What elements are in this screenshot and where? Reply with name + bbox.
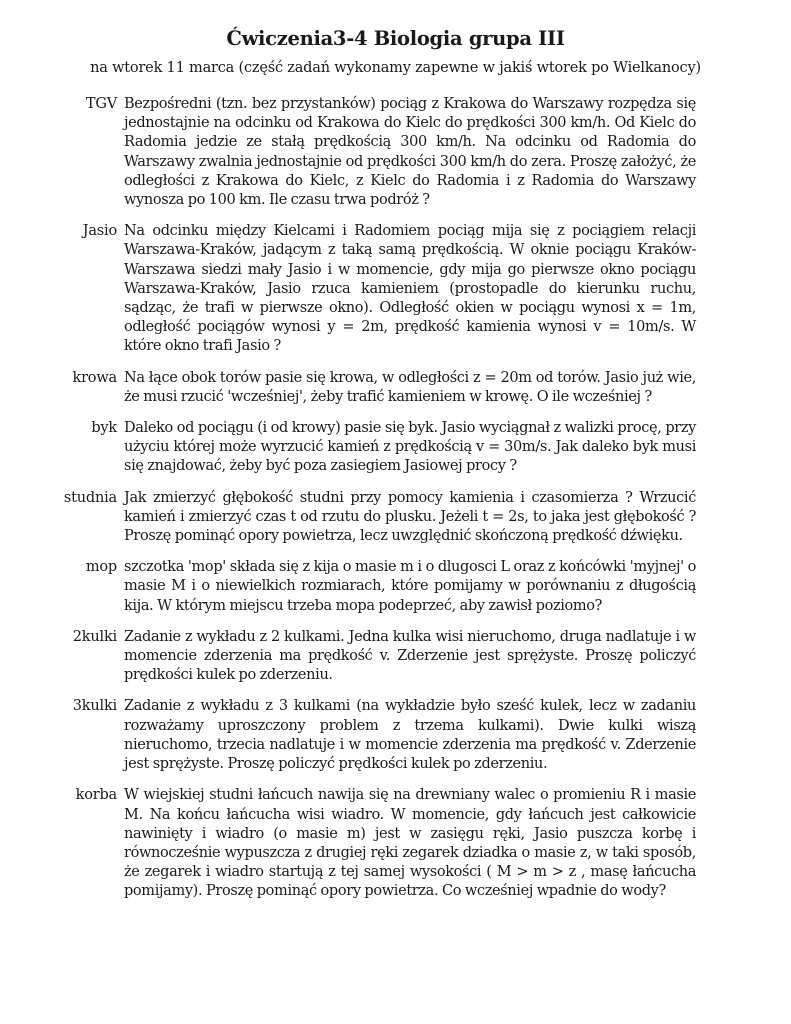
problem-label: krowa [72, 369, 117, 386]
problem-mop [0, 558, 791, 616]
problem-label: mop [85, 559, 117, 576]
problem-list [0, 95, 791, 914]
problem-text: Bezpośredni (tzn. bez przystanków) pociąg z Krakowa do Warszawy rozpędza się jednostajnie na odcinku od Krakowa do Kielc do prędkości 300 km/h. Od Kielc do Radomia jedzie ze stałą prędkością 300 km/h. Na odcinku od Radomia do Warszawy zwalnia jednostajnie od prędkości 300 km/h do zera. Proszę założyć, że odległości z Krakowa do Kielc, z Kielc do Radomia i z Radomia do Warszawy wynosza po 100 km. Ile czasu trwa podróż ? [124, 96, 696, 209]
problem-studnia [0, 489, 791, 547]
problem-korba [0, 786, 791, 901]
problem-krowa [0, 369, 791, 407]
problem-byk [0, 419, 791, 477]
problem-text: Na łące obok torów pasie się krowa, w odległości z = 20m od torów. Jasio już wie, że musi rzucić 'wcześniej', żeby trafić kamieniem w krowę. O ile wcześniej ? [124, 369, 696, 405]
problem-text: Jak zmierzyć głębokość studni przy pomocy kamienia i czasomierza ? Wrzucić kamień i zmierzyć czas t od rzutu do plusku. Jeżeli t = 2s, to jaka jest głębokość ? Proszę pominąć opory powietrza, lecz uwzględnić skończoną prędkość dźwięku. [124, 489, 696, 545]
document-title: Ćwiczenia3-4 Biologia grupa III [226, 27, 565, 50]
problem-tgv [0, 95, 791, 210]
problem-label: korba [75, 787, 117, 804]
problem-jasio [0, 222, 791, 356]
problem-text: Daleko od pociągu (i od krowy) pasie się byk. Jasio wyciągnał z walizki procę, przy użyciu której może wyrzucić kamień z prędkością v = 30m/s. Jak daleko byk musi się znajdować, żeby być poza zasiegiem Jasiowej procy ? [124, 420, 696, 475]
problem-text: Zadanie z wykładu z 2 kulkami. Jedna kulka wisi nieruchomo, druga nadlatuje i w momencie zderzenia ma prędkość v. Zderzenie jest sprężyste. Proszę policzyć prędkości kulek po zderzeniu. [124, 628, 696, 684]
problem-label: TGV [85, 96, 117, 112]
problem-2kulki [0, 628, 791, 686]
problem-label: byk [91, 420, 117, 437]
document-subtitle: na wtorek 11 marca (część zadań wykonamy zapewne w jakiś wtorek po Wielkanocy) [90, 60, 701, 76]
problem-3kulki [0, 697, 791, 774]
problem-label: 2kulki [72, 628, 117, 645]
problem-text: W wiejskiej studni łańcuch nawija się na drewniany walec o promieniu R i masie M. Na końcu łańcucha wisi wiadro. W momencie, gdy łańcuch jest całkowicie nawinięty i wiadro (o masie m) jest w zasięgu ręki, Jasio puszcza korbę i równocześnie wypuszcza z drugiej ręki zegarek dziadka o masie z, w taki sposób, że zegarek i wiadro startują z tej samej wysokości ( M > m > z , masę łańcucha pomijamy). Proszę pominąć opory powietrza. Co wcześniej wpadnie do wody? [124, 787, 696, 900]
problem-label: studnia [63, 489, 117, 506]
problem-text: Zadanie z wykładu z 3 kulkami (na wykładzie było sześć kulek, lecz w zadaniu rozważamy uproszczony problem z trzema kulkami). Dwie kulki wiszą nieruchomo, trzecia nadlatuje i w momencie zderzenia ma prędkość v. Zderzenie jest sprężyste. Proszę policzyć prędkości kulek po zderzeniu. [124, 698, 696, 773]
problem-label: 3kulki [72, 698, 117, 715]
problem-text: Na odcinku między Kielcami i Radomiem pociąg mija się z pociągiem relacji Warszawa-Kraków, jadącym z taką samą prędkością. W oknie pociągu Kraków-Warszawa siedzi mały Jasio i w momencie, gdy mija go pierwsze okno pociągu Warszawa-Kraków, Jasio rzuca kamieniem (prostopadle do kierunku ruchu, sądząc, że trafi w pierwsze okno). Odległość okien w pociągu wynosi x = 1m, odległość pociągów wynosi y = 2m, prędkość kamienia wynosi v = 10m/s. W które okno trafi Jasio ? [124, 223, 696, 355]
problem-text: szczotka 'mop' składa się z kija o masie m i o dlugosci L oraz z końcówki 'myjnej' o masie M i o niewielkich rozmiarach, które pomijamy w porównaniu z długością kija. W którym miejscu trzeba mopa podeprzeć, aby zawisł poziomo? [124, 559, 696, 614]
problem-label: Jasio [82, 223, 117, 240]
